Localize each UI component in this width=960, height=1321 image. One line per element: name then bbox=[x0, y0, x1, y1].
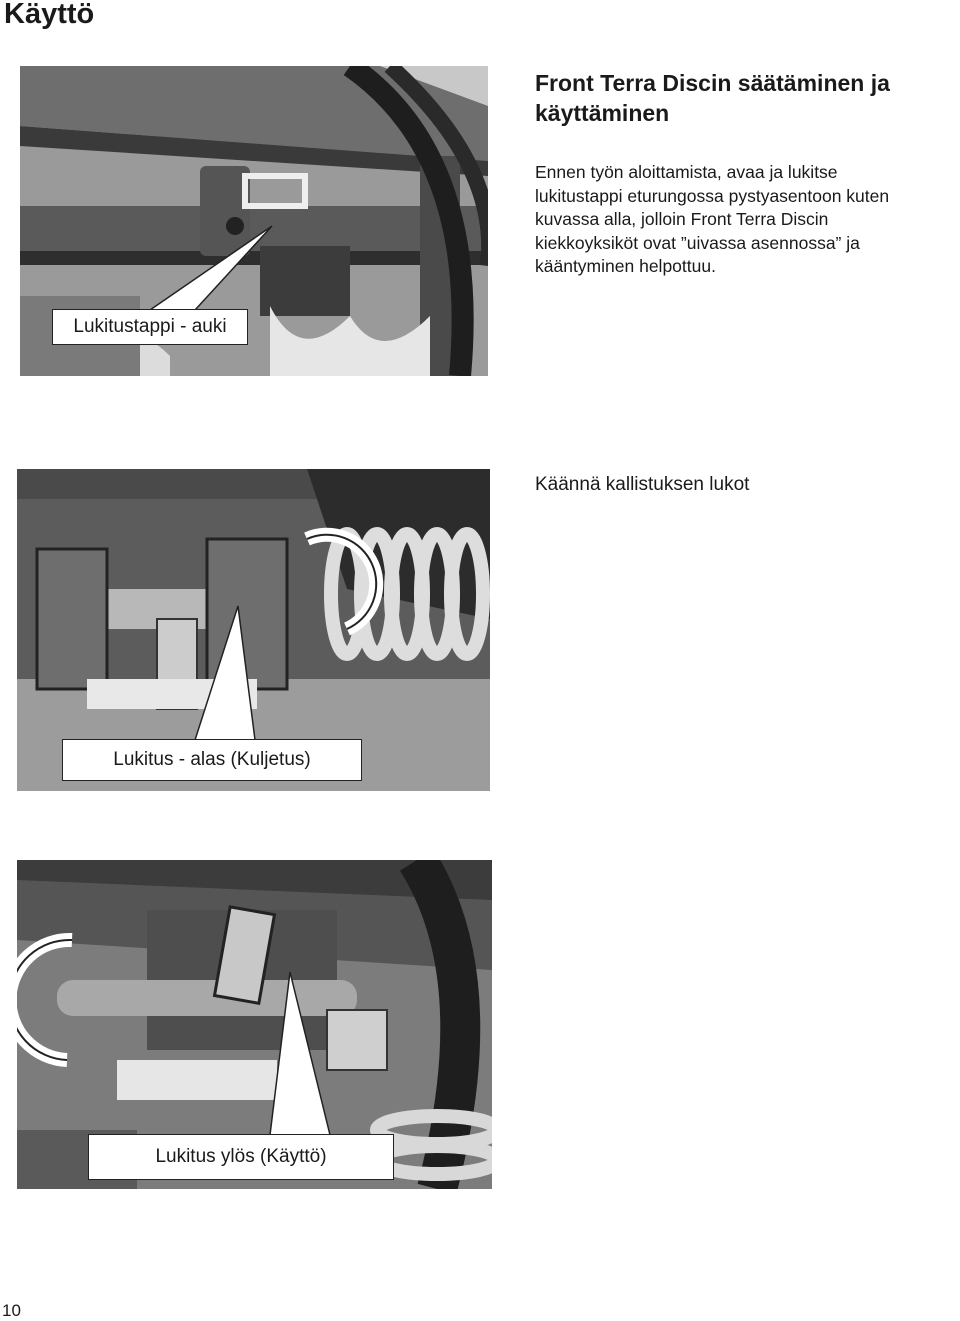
callout-pointer-2 bbox=[195, 606, 255, 740]
page-title: Käyttö bbox=[4, 0, 95, 30]
paragraph-line: lukitustappi eturungossa pystyasentoon kuten bbox=[535, 185, 890, 206]
paragraph-line: kuvassa alla, jolloin Front Terra Discin bbox=[535, 209, 829, 229]
callout-lock-up-operation: Lukitus ylös (Käyttö) bbox=[88, 1134, 394, 1180]
paragraph-line: kiekkoyksiköt ovat ”uivassa asennossa” ja bbox=[535, 232, 860, 253]
page-number: 10 bbox=[2, 1301, 21, 1320]
callout-pointer-1 bbox=[150, 226, 272, 310]
paragraph-line: Ennen työn aloittamista, avaa ja lukitse bbox=[535, 162, 838, 182]
paragraph-line: kääntyminen helpottuu. bbox=[535, 256, 716, 276]
section-heading-line-2: käyttäminen bbox=[535, 100, 670, 126]
callout-lock-down-transport: Lukitus - alas (Kuljetus) bbox=[62, 739, 362, 781]
section-heading-line-1: Front Terra Discin säätäminen ja bbox=[535, 70, 890, 96]
tilt-lock-caption: Käännä kallistuksen lukot bbox=[535, 474, 750, 495]
callout-pointer-3 bbox=[270, 972, 330, 1135]
callout-locking-pin-open: Lukitustappi - auki bbox=[52, 309, 248, 345]
